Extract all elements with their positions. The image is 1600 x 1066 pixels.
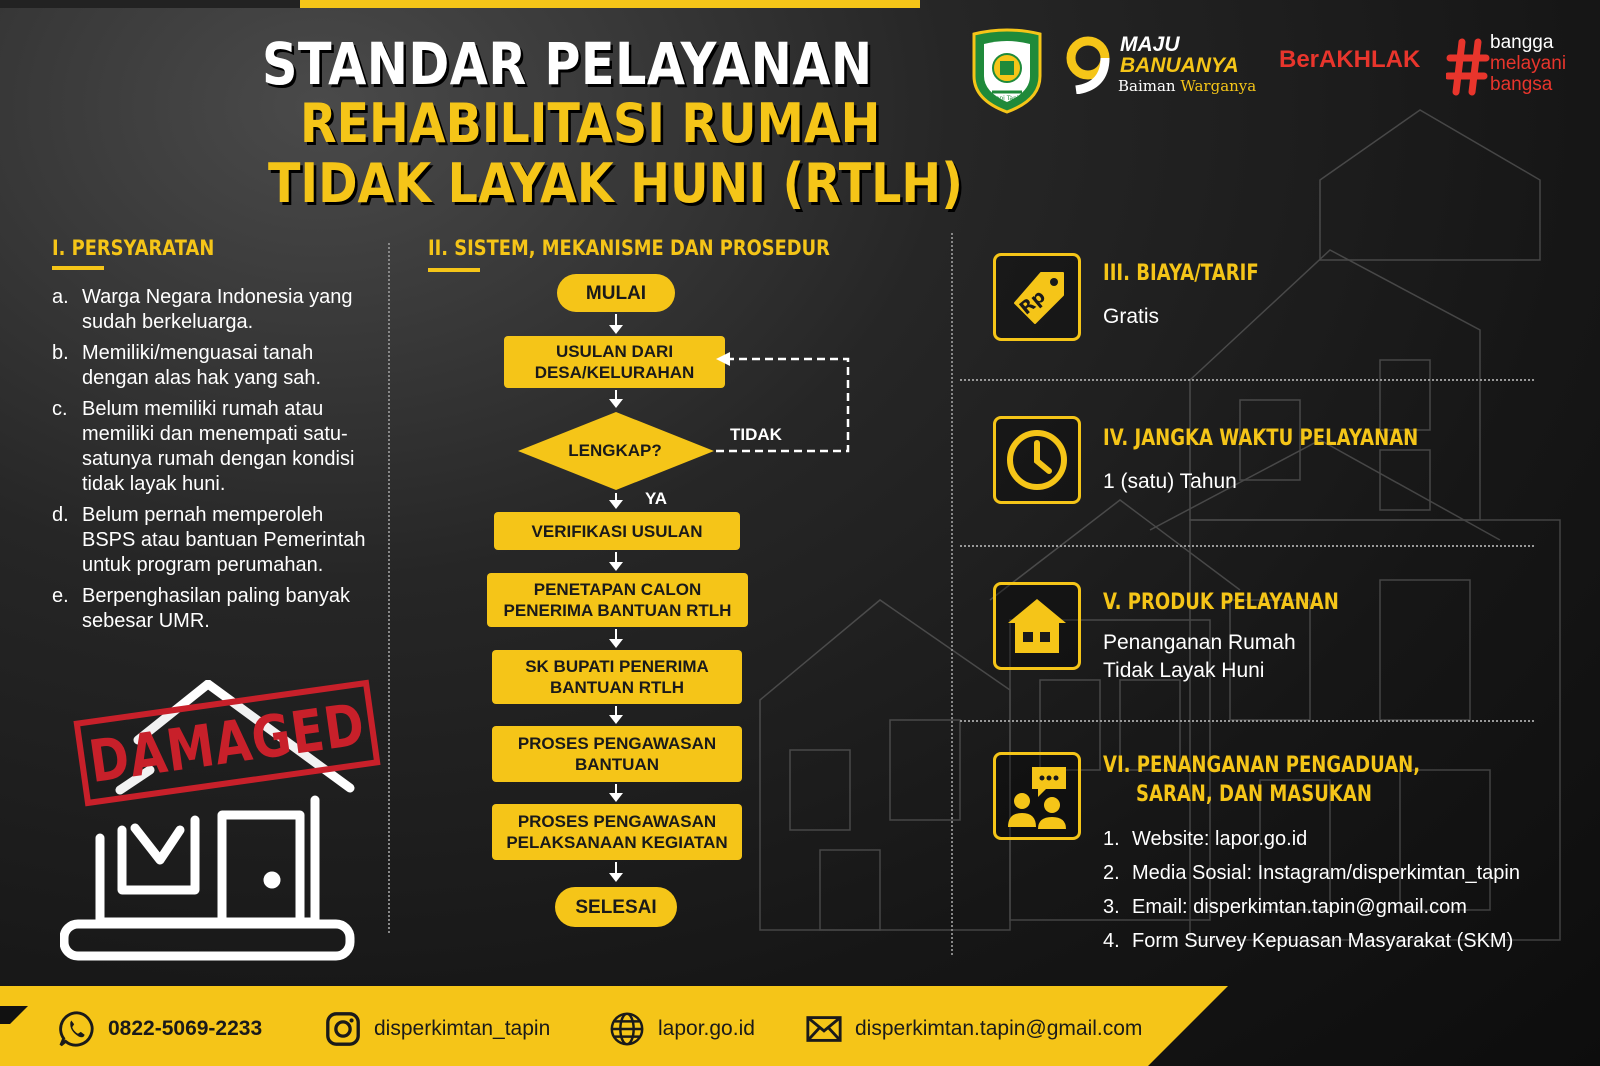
bangga-line-3: bangsa xyxy=(1490,74,1553,95)
list-item xyxy=(1103,856,1520,890)
list-item xyxy=(52,285,372,335)
footer-instagram xyxy=(324,1010,550,1048)
item-letter: b. xyxy=(52,342,69,364)
emblem-caption: Rapi Tapin xyxy=(991,95,1023,102)
section-divider xyxy=(960,379,1534,381)
flow-step-usulan: USULAN DARI DESA/KELURAHAN xyxy=(504,336,725,388)
price-tag-label: Rp xyxy=(1015,285,1050,320)
price-tag-icon xyxy=(1005,265,1069,329)
flow-arrow xyxy=(615,390,617,406)
baiman-warganya-text xyxy=(1118,77,1256,95)
produk-line-1: Penanganan Rumah xyxy=(1103,631,1296,654)
persyaratan-list xyxy=(52,285,372,640)
pengaduan-icon-box xyxy=(993,752,1081,840)
produk-icon-box xyxy=(993,582,1081,670)
baiman-word-2: Warganya xyxy=(1180,77,1257,95)
column-divider-right xyxy=(951,233,953,955)
item-text: Belum memiliki rumah atau memiliki dan menempati satu-satunya rumah dengan kondisi tidak layak huni. xyxy=(82,398,355,495)
flow-arrow xyxy=(615,784,617,800)
phone-number: 0822-5069-2233 xyxy=(108,1017,263,1040)
instagram-handle: disperkimtan_tapin xyxy=(374,1017,551,1040)
flow-label-tidak: TIDAK xyxy=(730,425,782,444)
flow-start-mulai: MULAI xyxy=(557,274,675,312)
baiman-word-1: Baiman xyxy=(1118,77,1176,95)
maju-line-1: MAJU xyxy=(1120,33,1180,56)
flow-step-penetapan: PENETAPAN CALON PENERIMA BANTUAN RTLH xyxy=(487,573,748,627)
pengaduan-heading-1: VI. PENANGANAN PENGADUAN, xyxy=(1103,753,1421,778)
produk-heading: V. PRODUK PELAYANAN xyxy=(1103,590,1339,615)
flow-arrow xyxy=(615,862,617,880)
house-icon xyxy=(1004,593,1070,659)
footer-phone xyxy=(58,1010,262,1048)
list-item xyxy=(1103,822,1520,856)
item-letter: e. xyxy=(52,585,69,607)
berakhlak-logo: BerAKHLAK xyxy=(1279,46,1421,73)
maju-line-2: BANUANYA xyxy=(1120,54,1239,77)
number-nine-icon xyxy=(1060,34,1120,94)
whatsapp-icon xyxy=(58,1010,96,1048)
list-item xyxy=(1103,924,1520,958)
jangka-icon-box xyxy=(993,416,1081,504)
item-letter: a. xyxy=(52,286,69,308)
item-text: Website: lapor.go.id xyxy=(1132,828,1308,850)
title-line-3: TIDAK LAYAK HUNI (RTLH) xyxy=(268,152,963,215)
pengaduan-list xyxy=(1103,822,1520,958)
produk-line-2: Tidak Layak Huni xyxy=(1103,659,1265,682)
biaya-value: Gratis xyxy=(1103,305,1160,328)
list-item xyxy=(52,397,372,497)
section-divider xyxy=(960,545,1534,547)
biaya-heading: III. BIAYA/TARIF xyxy=(1103,261,1259,286)
jangka-value: 1 (satu) Tahun xyxy=(1103,470,1237,493)
flow-step-pengawasan-kegiatan: PROSES PENGAWASAN PELAKSANAAN KEGIATAN xyxy=(492,804,742,860)
flow-step-sk-bupati: SK BUPATI PENERIMA BANTUAN RTLH xyxy=(492,650,742,704)
jangka-heading: IV. JANGKA WAKTU PELAYANAN xyxy=(1103,426,1419,451)
column-divider-left xyxy=(388,243,390,933)
title-line-2: REHABILITASI RUMAH xyxy=(300,92,881,155)
damaged-stamp-text: DAMAGED xyxy=(85,690,369,796)
item-text: Warga Negara Indonesia yang sudah berkeluarga. xyxy=(82,286,353,333)
email-address: disperkimtan.tapin@gmail.com xyxy=(855,1017,1143,1040)
bangga-line-2: melayani xyxy=(1490,53,1567,74)
decision-label: LENGKAP? xyxy=(568,441,662,460)
flow-label-ya: YA xyxy=(645,489,668,508)
item-letter: d. xyxy=(52,504,69,526)
item-text: Form Survey Kepuasan Masyarakat (SKM) xyxy=(1132,930,1514,952)
flow-end-selesai: SELESAI xyxy=(555,887,677,927)
persyaratan-heading: I. PERSYARATAN xyxy=(52,236,215,260)
flow-step-pengawasan-bantuan: PROSES PENGAWASAN BANTUAN xyxy=(492,726,742,782)
footer-email xyxy=(805,1010,1142,1048)
flow-step-verifikasi: VERIFIKASI USULAN xyxy=(494,512,740,550)
flow-arrow xyxy=(615,629,617,646)
instagram-icon xyxy=(324,1010,362,1048)
item-text: Media Sosial: Instagram/disperkimtan_tapin xyxy=(1132,862,1520,884)
list-item xyxy=(52,341,372,391)
footer-website xyxy=(608,1010,755,1048)
prosedur-underline xyxy=(428,268,480,272)
clock-icon xyxy=(1004,427,1070,493)
item-number: 2. xyxy=(1103,862,1120,884)
item-text: Belum pernah memperoleh BSPS atau bantuan Pemerintah untuk program perumahan. xyxy=(82,504,366,576)
item-text: Berpenghasilan paling banyak sebesar UMR. xyxy=(82,585,350,632)
website-url: lapor.go.id xyxy=(658,1017,755,1040)
pengaduan-heading-2: SARAN, DAN MASUKAN xyxy=(1136,782,1372,807)
bangga-melayani-bangsa-logo xyxy=(1446,32,1596,102)
globe-icon xyxy=(608,1010,646,1048)
bangga-text xyxy=(1490,32,1566,95)
flow-arrow xyxy=(615,493,617,507)
hashtag-icon xyxy=(1446,38,1490,96)
flow-arrow xyxy=(615,552,617,569)
prosedur-heading: II. SISTEM, MEKANISME DAN PROSEDUR xyxy=(428,236,830,260)
flow-arrow xyxy=(615,314,617,332)
maju-banuanya-text xyxy=(1120,34,1239,76)
item-letter: c. xyxy=(52,398,68,420)
title-line-1: STANDAR PELAYANAN xyxy=(262,30,873,98)
maju-banuanya-logo xyxy=(1060,34,1265,98)
item-number: 4. xyxy=(1103,930,1120,952)
item-text: Memiliki/menguasai tanah dengan alas hak yang sah. xyxy=(82,342,322,389)
list-item xyxy=(52,503,372,578)
bangga-line-1: bangga xyxy=(1490,32,1554,53)
envelope-icon xyxy=(805,1010,843,1048)
section-divider xyxy=(960,720,1534,722)
list-item xyxy=(1103,890,1520,924)
people-chat-icon xyxy=(1002,761,1072,831)
item-number: 1. xyxy=(1103,828,1120,850)
biaya-icon-box xyxy=(993,253,1081,341)
persyaratan-underline xyxy=(52,266,104,270)
item-number: 3. xyxy=(1103,896,1120,918)
item-text: Email: disperkimtan.tapin@gmail.com xyxy=(1132,896,1467,918)
list-item xyxy=(52,584,372,634)
flow-arrow xyxy=(615,706,617,722)
tapin-regency-emblem-icon xyxy=(970,28,1044,114)
